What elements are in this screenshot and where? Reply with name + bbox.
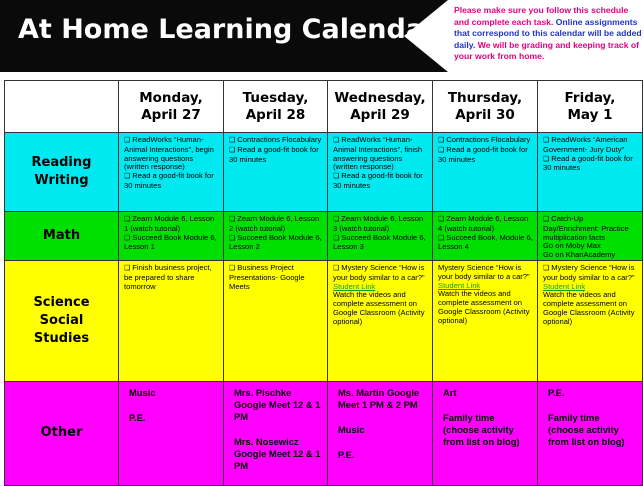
- reading-tue: ❏ Contractions Flocabulary ❏ Read a good-fit book for 30 minutes: [224, 133, 328, 212]
- page-title: At Home Learning Calendar: [18, 14, 438, 45]
- note-grading: We will be grading and keeping track of your work from home.: [454, 39, 639, 62]
- science-tue: ❏ Business Project Presentations- Google Meets: [224, 260, 328, 381]
- reading-thu: ❏ Contractions Flocabulary ❏ Read a good-fit book for 30 minutes: [433, 133, 538, 212]
- other-tue: Mrs. Pischke Google Meet 12 & 1 PM Mrs. Nosewicz Google Meet 12 & 1 PM: [224, 381, 328, 485]
- student-link-wed[interactable]: Student Link: [333, 281, 376, 291]
- other-row: [5, 381, 643, 485]
- subject-other: Other: [5, 381, 119, 485]
- instructions-note: [454, 5, 642, 63]
- reading-row: [5, 133, 643, 212]
- math-wed: ❏ Zearn Module 6, Lesson 3 (watch tutorial) ❏ Succeed Book Module 6, Lesson 3: [328, 212, 433, 261]
- title-banner: [0, 0, 448, 72]
- reading-wed: ❏ ReadWorks “Human-Animal Interactions”, finish answering questions (written response) ❏ Read a good-fit book for 30 minutes: [328, 133, 433, 212]
- day-header-wed: Wednesday, April 29: [328, 81, 433, 133]
- student-link-thu[interactable]: Student Link: [438, 280, 481, 290]
- subject-math: Math: [5, 212, 119, 261]
- science-fri: ❏ Mystery Science “How is your body similar to a car?” Student Link Watch the videos and complete assessment on Google Classroom (Activity optional): [538, 260, 643, 381]
- day-header-mon: Monday, April 27: [119, 81, 224, 133]
- math-row: [5, 212, 643, 261]
- other-thu: Art Family time (choose activity from list on blog): [433, 381, 538, 485]
- math-fri: ❏ Catch-Up Day/Enrichment: Practice multiplication facts Go on Moby Max Go on KhanAcademy: [538, 212, 643, 261]
- note-instructions: Please make sure you follow this schedule and complete each task.: [454, 5, 629, 27]
- math-thu: ❏ Zearn Module 6, Lesson 4 (watch tutorial) ❏ Succeed Book, Module 6, Lesson 4: [433, 212, 538, 261]
- note-online: Online assignments that correspond to this calendar will be added daily.: [454, 16, 642, 50]
- corner-cell: [5, 81, 119, 133]
- day-header-thu: Thursday, April 30: [433, 81, 538, 133]
- other-wed: Ms. Martin Google Meet 1 PM & 2 PM Music P.E.: [328, 381, 433, 485]
- student-link-fri[interactable]: Student Link: [543, 281, 586, 291]
- science-row: [5, 260, 643, 381]
- subject-science-social-studies: Science Social Studies: [5, 260, 119, 381]
- header-row: [5, 81, 643, 133]
- reading-fri: ❏ ReadWorks “American Government- Jury Duty” ❏ Read a good-fit book for 30 minutes: [538, 133, 643, 212]
- subject-reading-writing: Reading Writing: [5, 133, 119, 212]
- other-mon: Music P.E.: [119, 381, 224, 485]
- math-tue: ❏ Zearn Module 6, Lesson 2 (watch tutorial) ❏ Succeed Book Module 6, Lesson 2: [224, 212, 328, 261]
- other-fri: P.E. Family time (choose activity from list on blog): [538, 381, 643, 485]
- reading-mon: ❏ ReadWorks “Human-Animal Interactions”, begin answering questions (written response) ❏ Read a good-fit book for 30 minutes: [119, 133, 224, 212]
- day-header-tue: Tuesday, April 28: [224, 81, 328, 133]
- day-header-fri: Friday, May 1: [538, 81, 643, 133]
- science-thu: Mystery Science “How is your body similar to a car?” Student Link Watch the videos and complete assessment on Google Classroom (Activity optional): [433, 260, 538, 381]
- science-wed: ❏ Mystery Science “How is your body similar to a car?” Student Link Watch the videos and complete assessment on Google Classroom (Activity optional): [328, 260, 433, 381]
- calendar-table: [4, 80, 643, 486]
- math-mon: ❏ Zearn Module 6, Lesson 1 (watch tutorial) ❏ Succeed Book Module 6, Lesson 1: [119, 212, 224, 261]
- science-mon: ❏ Finish business project, be prepared to share tomorrow: [119, 260, 224, 381]
